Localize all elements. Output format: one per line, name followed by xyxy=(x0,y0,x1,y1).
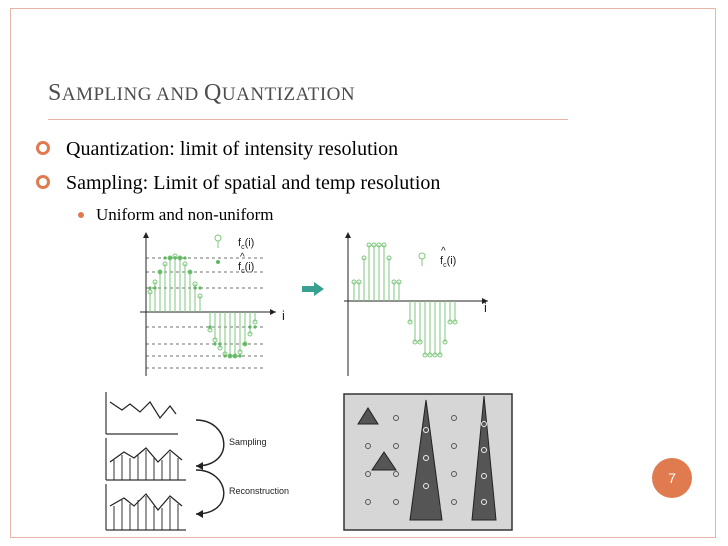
label-reconstruction: Reconstruction xyxy=(229,486,290,496)
sub-bullet-uniform: Uniform and non-uniform xyxy=(96,205,274,225)
label-sampling: Sampling xyxy=(229,437,267,447)
right-axis-label: i xyxy=(484,300,487,315)
svg-text:^: ^ xyxy=(441,246,446,257)
page-number-badge: 7 xyxy=(652,458,692,498)
bullet-quantization: Quantization: limit of intensity resolution xyxy=(66,138,398,161)
svg-text:^: ^ xyxy=(240,252,245,263)
legend-fc-hat-label: $f_c(i)$ xyxy=(238,261,255,275)
bullet-sampling: Sampling: Limit of spatial and temp resolution xyxy=(66,172,440,195)
legend-fc-label: $f_c(i)$ xyxy=(238,237,255,251)
left-axis-label: i xyxy=(282,308,285,323)
right-legend-label: $f_c(i)$ xyxy=(440,255,457,269)
slide-title: SAMPLING AND QUANTIZATION xyxy=(48,80,356,106)
